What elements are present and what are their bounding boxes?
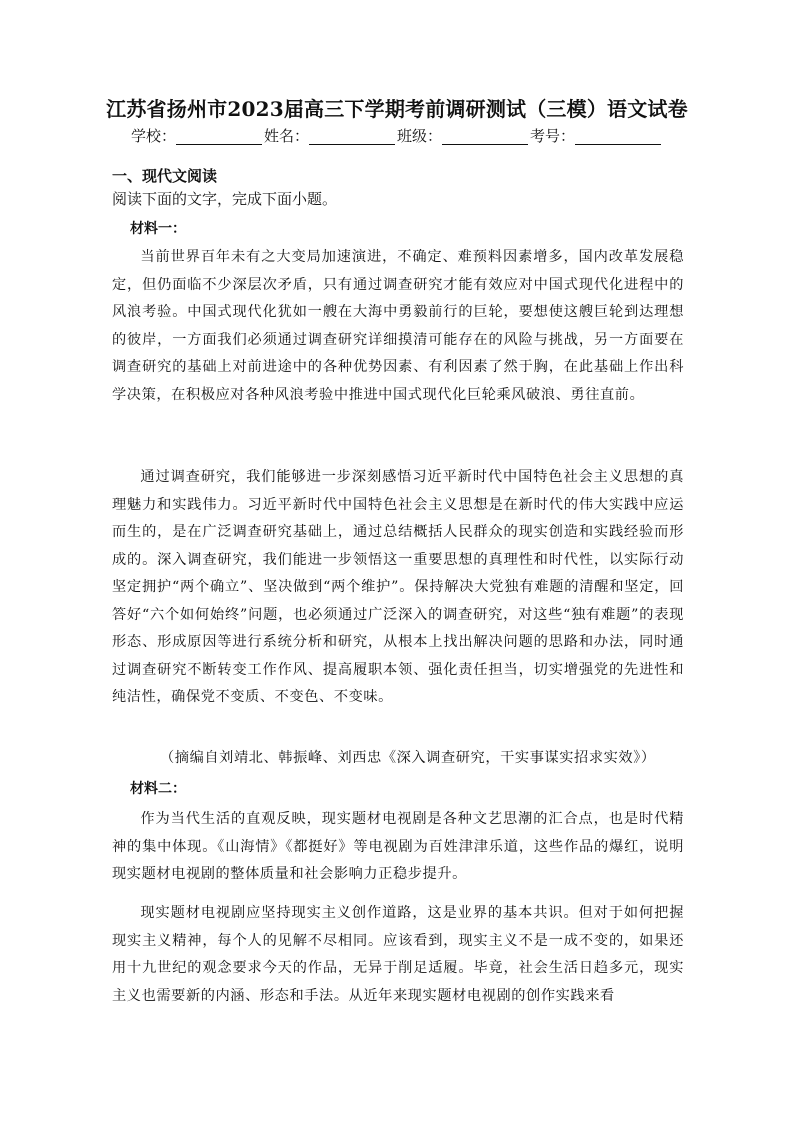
material-1-source: （摘编自刘靖北、韩振峰、刘西忠《深入调查研究，干实事谋实招求实效》）: [160, 750, 656, 766]
material-1-label: 材料一：: [130, 221, 186, 237]
reading-instruction: 阅读下面的文字，完成下面小题。: [112, 190, 338, 208]
student-info-line: [0, 125, 794, 147]
section-heading: 一、现代文阅读: [112, 167, 218, 185]
class-blank[interactable]: [442, 143, 528, 145]
material-2-paragraph-1: 作为当代生活的直观反映，现实题材电视剧是各种文艺思潮的汇合点，也是时代精神的集中体现。《山海情》《都挺好》等电视剧为百姓津津乐道，这些作品的爆红，说明现实题材电视剧的整体质量和社会影响力正稳步提升。: [112, 811, 684, 882]
exam-number-label: 考号：: [530, 127, 576, 145]
name-blank[interactable]: [309, 143, 395, 145]
material-1-paragraph-2: 通过调查研究，我们能够进一步深刻感悟习近平新时代中国特色社会主义思想的真理魅力和实践伟力。习近平新时代中国特色社会主义思想是在新时代的伟大实践中应运而生的，是在广泛调查研究基础上，通过总结概括人民群众的现实创造和实践经验而形成的。深入调查研究，我们能进一步领悟这一重要思想的真理性和时代性，以实际行动坚定拥护“两个确立”、坚决做到“两个维护”。保持解决大党独有难题的清醒和坚定，回答好“六个如何始终”问题，也必须通过广泛深入的调查研究，对这些“独有难题”的表现形态、形成原因等进行系统分析和研究，从根本上找出解决问题的思路和办法，同时通过调查研究不断转变工作作风、提高履职本领、强化责任担当，切实增强党的先进性和纯洁性，确保党不变质、不变色、不变味。: [112, 469, 684, 705]
material-2-paragraph-2: 现实题材电视剧应坚持现实主义创作道路，这是业界的基本共识。但对于如何把握现实主义精神，每个人的见解不尽相同。应该看到，现实主义不是一成不变的，如果还用十九世纪的观念要求今天的作品，无异于削足适履。毕竟，社会生活日趋多元，现实主义也需要新的内涵、形态和手法。从近年来现实题材电视剧的创作实践来看: [112, 905, 684, 1004]
material-2-label: 材料二：: [130, 781, 186, 797]
school-label: 学校：: [130, 127, 176, 145]
name-label: 姓名：: [263, 127, 309, 145]
material-1-paragraph-1: 当前世界百年未有之大变局加速演进，不确定、难预料因素增多，国内改革发展稳定，但仍面临不少深层次矛盾，只有通过调查研究才能有效应对中国式现代化进程中的风浪考验。中国式现代化犹如一艘在大海中勇毅前行的巨轮，要想使这艘巨轮到达理想的彼岸，一方面我们必须通过调查研究详细摸清可能存在的风险与挑战，另一方面要在调查研究的基础上对前进途中的各种优势因素、有利因素了然于胸，在此基础上作出科学决策，在积极应对各种风浪考验中推进中国式现代化巨轮乘风破浪、勇往直前。: [112, 249, 684, 403]
exam-number-blank[interactable]: [575, 143, 661, 145]
school-blank[interactable]: [176, 143, 262, 145]
exam-title: 江苏省扬州市2023届高三下学期考前调研测试（三模）语文试卷: [106, 97, 688, 121]
class-label: 班级：: [397, 127, 443, 145]
